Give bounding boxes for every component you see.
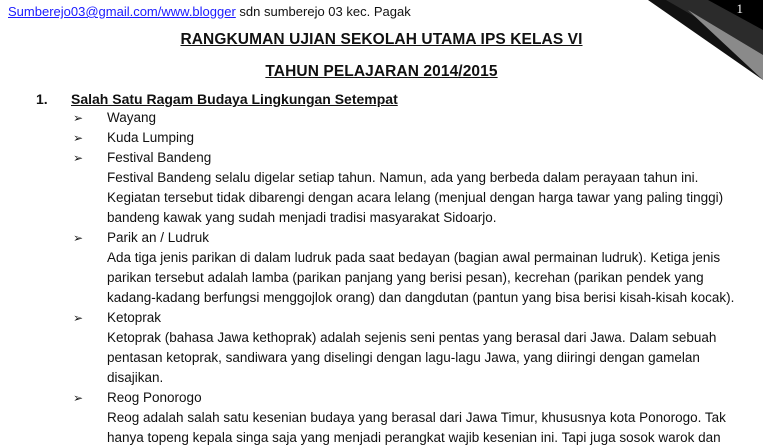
page-number: 1 (736, 1, 743, 16)
school-name: sdn sumberejo 03 kec. Pagak (235, 4, 411, 19)
arrow-bullet-icon: ➢ (73, 231, 84, 245)
list-item (0, 108, 763, 128)
item-description: Reog adalah salah satu kesenian budaya yang berasal dari Jawa Timur, khususnya kota Ponorogo. Tak hanya topeng kepala singa saja yang menjadi perangkat wajib kesenian ini. Tapi juga sosok warok dan (107, 410, 726, 445)
list-item (0, 128, 763, 148)
item-list (0, 108, 763, 448)
arrow-bullet-icon: ➢ (73, 111, 84, 125)
item-label: Wayang (107, 110, 157, 125)
header-line (8, 4, 411, 19)
arrow-bullet-icon: ➢ (73, 131, 84, 145)
list-item (0, 388, 763, 448)
item-description: Festival Bandeng selalu digelar setiap tahun. Namun, ada yang berbeda dalam perayaan tahun ini. Kegiatan tersebut tidak dibarengi dengan acara lelang (menjual dengan harga tawar yang paling tinggi) bandeng kawak yang sudah menjadi tradisi masyarakat Sidoarjo. (107, 170, 724, 225)
section-number: 1. (36, 91, 48, 107)
section-heading: Salah Satu Ragam Budaya Lingkungan Setempat (71, 91, 398, 107)
list-item (0, 148, 763, 228)
list-item (0, 228, 763, 308)
item-label: Reog Ponorogo (107, 390, 202, 405)
item-description: Ada tiga jenis parikan di dalam ludruk pada saat bedayan (bagian awal permainan ludruk). Ketiga jenis parikan tersebut adalah lamba (parikan panjang yang berisi pesan), kecrehan (parikan pendek yang kadang-kadang berfungsi menggojlok orang) dan dangdutan (pantun yang bisa berisi kisah-kisah kocak). (107, 250, 735, 305)
document-subtitle: TAHUN PELAJARAN 2014/2015 (265, 63, 498, 80)
arrow-bullet-icon: ➢ (73, 391, 84, 405)
arrow-bullet-icon: ➢ (73, 151, 84, 165)
item-label: Festival Bandeng (107, 150, 212, 165)
item-label: Parik an / Ludruk (107, 230, 210, 245)
item-description: Ketoprak (bahasa Jawa kethoprak) adalah sejenis seni pentas yang berasal dari Jawa. Dalam sebuah pentasan ketoprak, sandiwara yang diselingi dengan lagu-lagu Jawa, yang diiringi dengan gamelan disajikan. (107, 330, 717, 385)
blog-link[interactable]: Sumberejo03@gmail.com/www.blogger (8, 4, 236, 19)
arrow-bullet-icon: ➢ (73, 311, 84, 325)
item-label: Kuda Lumping (107, 130, 195, 145)
item-label: Ketoprak (107, 310, 162, 325)
document-title: RANGKUMAN UJIAN SEKOLAH UTAMA IPS KELAS VI (180, 31, 583, 48)
list-item (0, 308, 763, 388)
